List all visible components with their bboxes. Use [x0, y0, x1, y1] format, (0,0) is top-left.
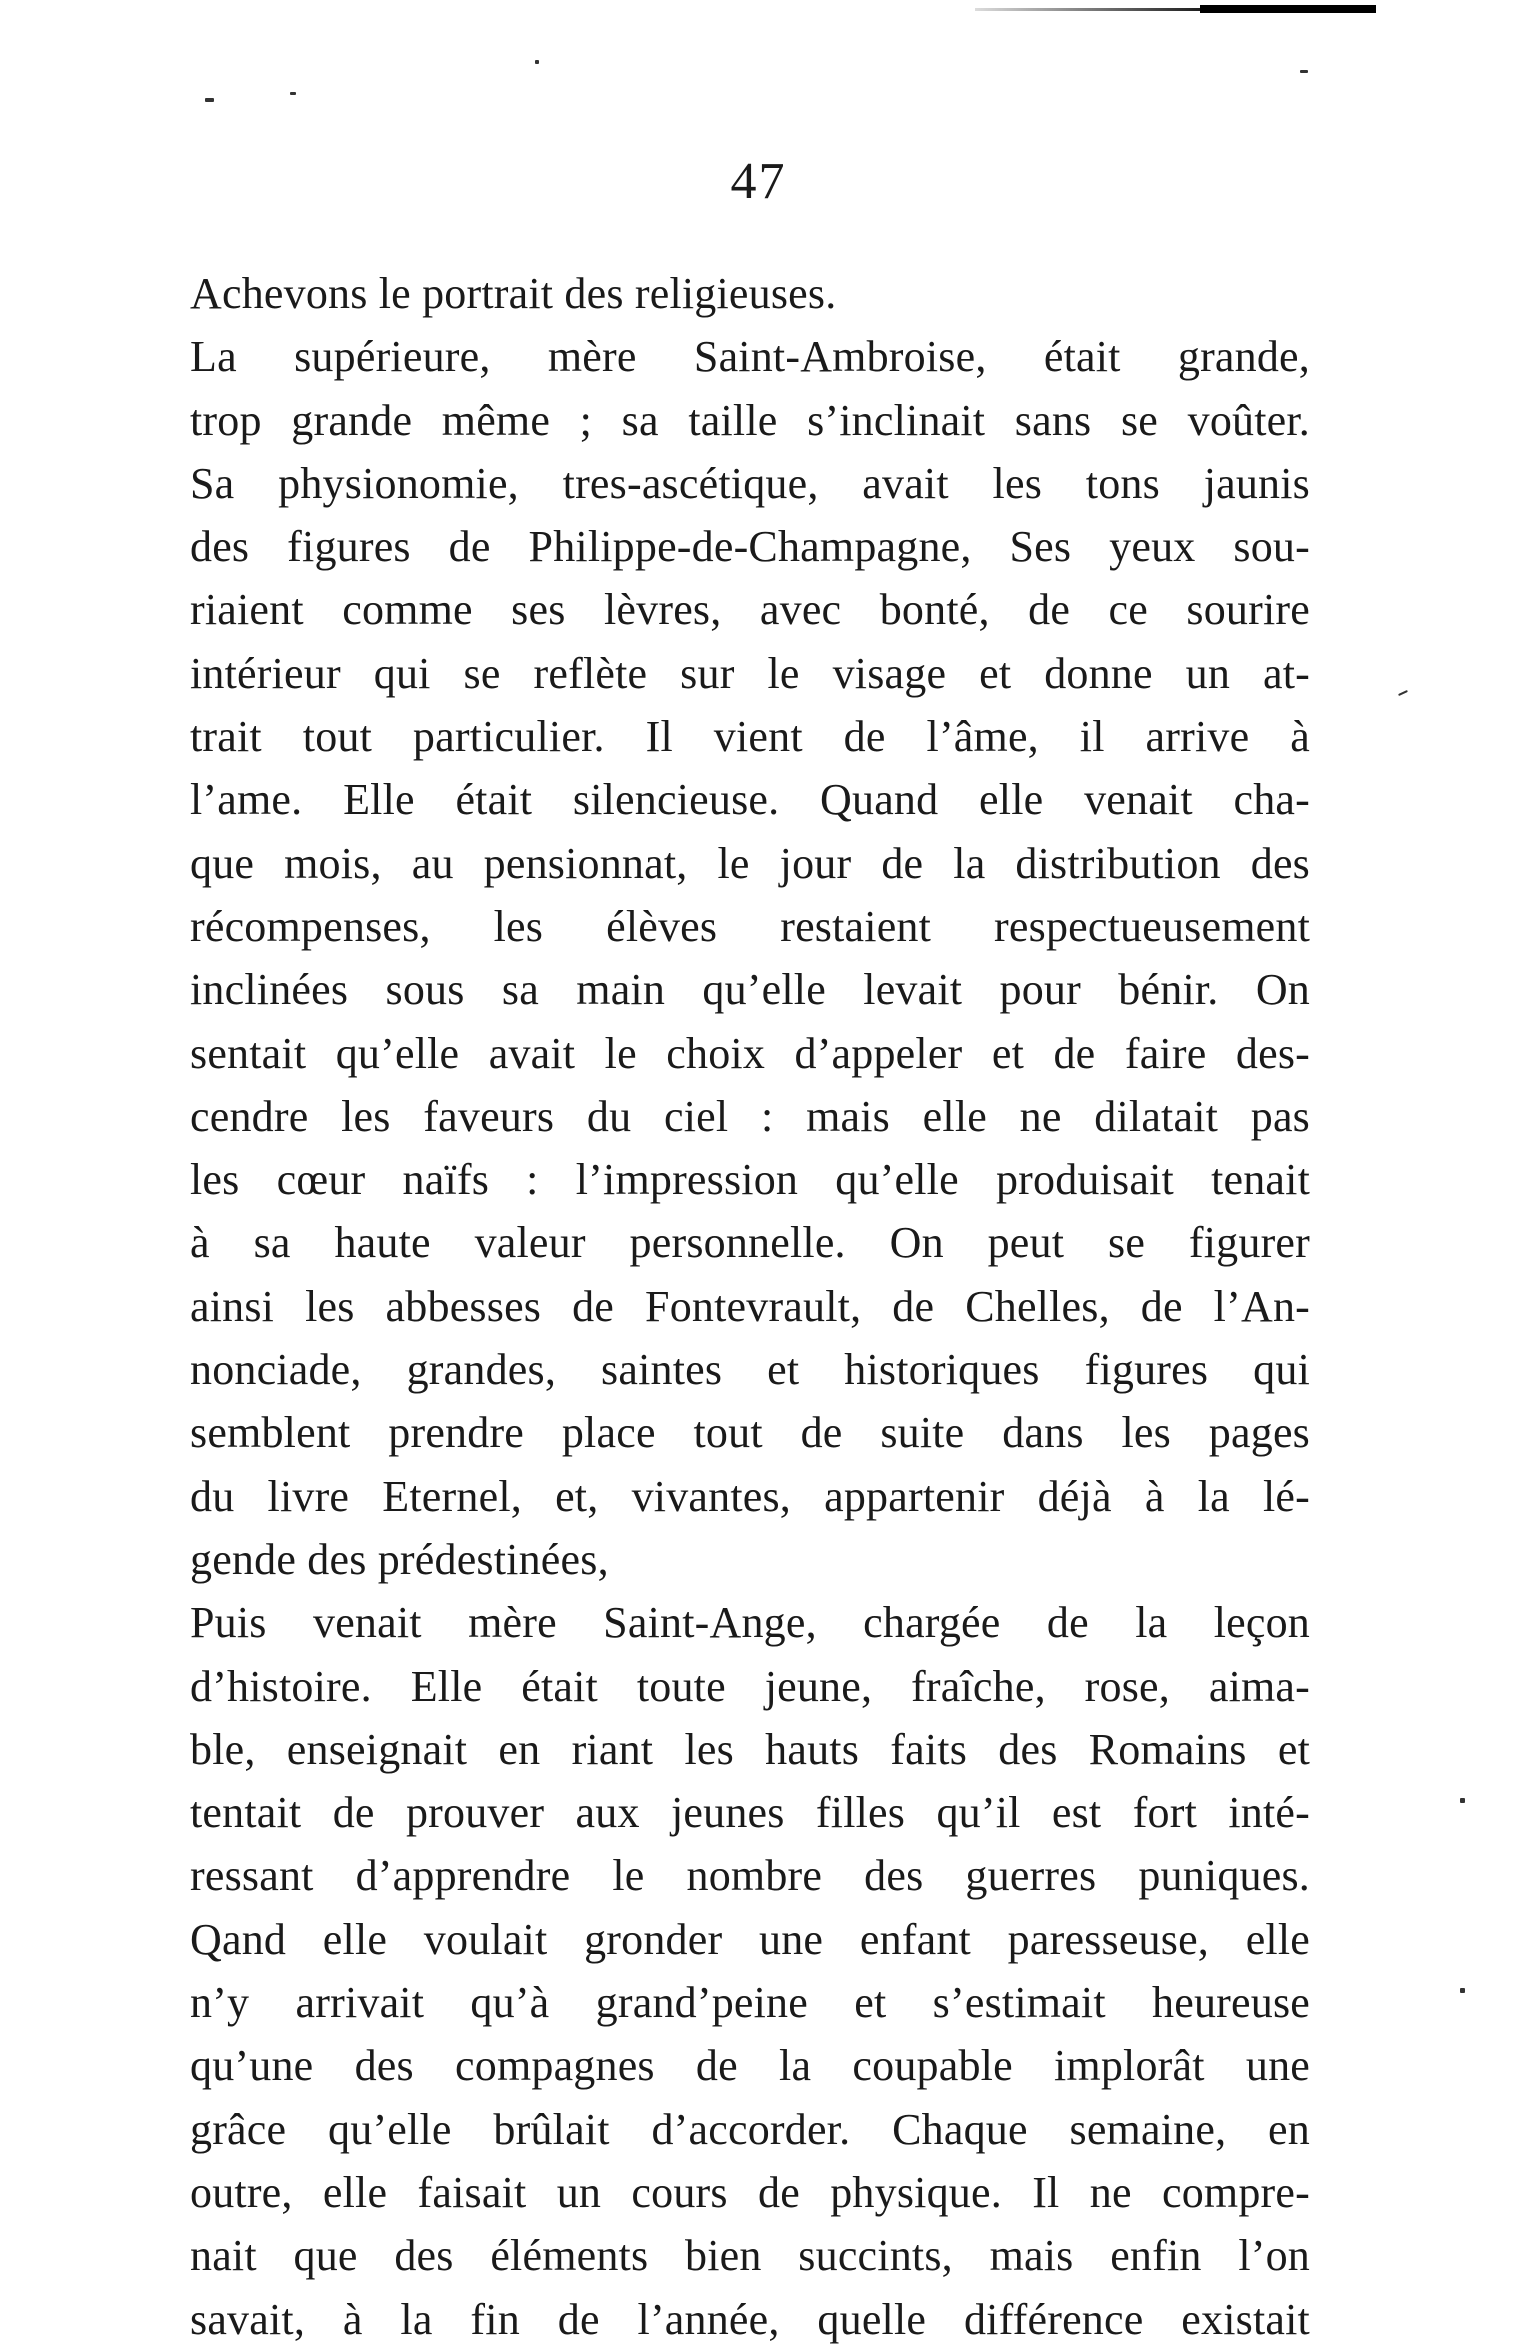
text-line: semblent prendre place tout de suite dans les pages: [190, 1408, 1310, 1458]
text-line: gende des prédestinées,: [190, 1534, 609, 1584]
text-line: du livre Eternel, et, vivantes, appartenir déjà à la lé-: [190, 1471, 1310, 1521]
text-line: que mois, au pensionnat, le jour de la distribution des: [190, 838, 1310, 888]
text-line: savait, à la fin de l’année, quelle différence existait: [190, 2294, 1310, 2344]
body-text: [190, 262, 1310, 2351]
text-line: Qand elle voulait gronder une enfant paresseuse, elle: [190, 1914, 1310, 1964]
text-line: trait tout particulier. Il vient de l’âme, il arrive à: [190, 712, 1310, 762]
text-line: des figures de Philippe-de-Champagne, Ses yeux sou-: [190, 522, 1310, 572]
text-line: ainsi les abbesses de Fontevrault, de Chelles, de l’An-: [190, 1281, 1310, 1331]
text-line: nait que des éléments bien succints, mais enfin l’on: [190, 2231, 1310, 2281]
scan-speck: [1460, 1988, 1465, 1993]
text-line: Sa physionomie, tres-ascétique, avait les tons jaunis: [190, 458, 1310, 508]
text-line: sentait qu’elle avait le choix d’appeler et de faire des-: [190, 1028, 1310, 1078]
scan-speck: [1460, 1798, 1465, 1803]
scan-speck: [205, 98, 214, 102]
text-line: ble, enseignait en riant les hauts faits des Romains et: [190, 1724, 1310, 1774]
text-line: les cœur naïfs : l’impression qu’elle produisait tenait: [190, 1155, 1310, 1205]
text-line: La supérieure, mère Saint-Ambroise, était grande,: [190, 332, 1310, 382]
text-line: trop grande même ; sa taille s’inclinait sans se voûter.: [190, 395, 1310, 445]
text-line: récompenses, les élèves restaient respectueusement: [190, 901, 1310, 951]
text-line: tentait de prouver aux jeunes filles qu’il est fort inté-: [190, 1788, 1310, 1838]
text-line: grâce qu’elle brûlait d’accorder. Chaque semaine, en: [190, 2104, 1310, 2154]
text-line: à sa haute valeur personnelle. On peut se figurer: [190, 1218, 1310, 1268]
top-edge-rule-thick: [1200, 5, 1376, 13]
text-line: intérieur qui se reflète sur le visage et donne un at-: [190, 648, 1310, 698]
text-line: l’ame. Elle était silencieuse. Quand elle venait cha-: [190, 775, 1310, 825]
text-line: Puis venait mère Saint-Ange, chargée de la leçon: [190, 1598, 1310, 1648]
scan-speck: [535, 60, 539, 64]
text-line: cendre les faveurs du ciel : mais elle ne dilatait pas: [190, 1091, 1310, 1141]
scan-speck: [1398, 690, 1408, 696]
text-line: outre, elle faisait un cours de physique. Il ne compre-: [190, 2167, 1310, 2217]
text-line: inclinées sous sa main qu’elle levait pour bénir. On: [190, 965, 1310, 1015]
text-line: n’y arrivait qu’à grand’peine et s’estimait heureuse: [190, 1978, 1310, 2028]
page-number: 47: [730, 153, 787, 210]
scan-speck: [290, 92, 296, 95]
text-line: d’histoire. Elle était toute jeune, fraîche, rose, aima-: [190, 1661, 1310, 1711]
text-line: qu’une des compagnes de la coupable implorât une: [190, 2041, 1310, 2091]
text-line: nonciade, grandes, saintes et historiques figures qui: [190, 1345, 1310, 1395]
text-line: Achevons le portrait des religieuses.: [190, 269, 837, 318]
scan-speck: [1300, 70, 1308, 73]
text-line: ressant d’apprendre le nombre des guerres puniques.: [190, 1851, 1310, 1901]
text-line: riaient comme ses lèvres, avec bonté, de ce sourire: [190, 585, 1310, 635]
